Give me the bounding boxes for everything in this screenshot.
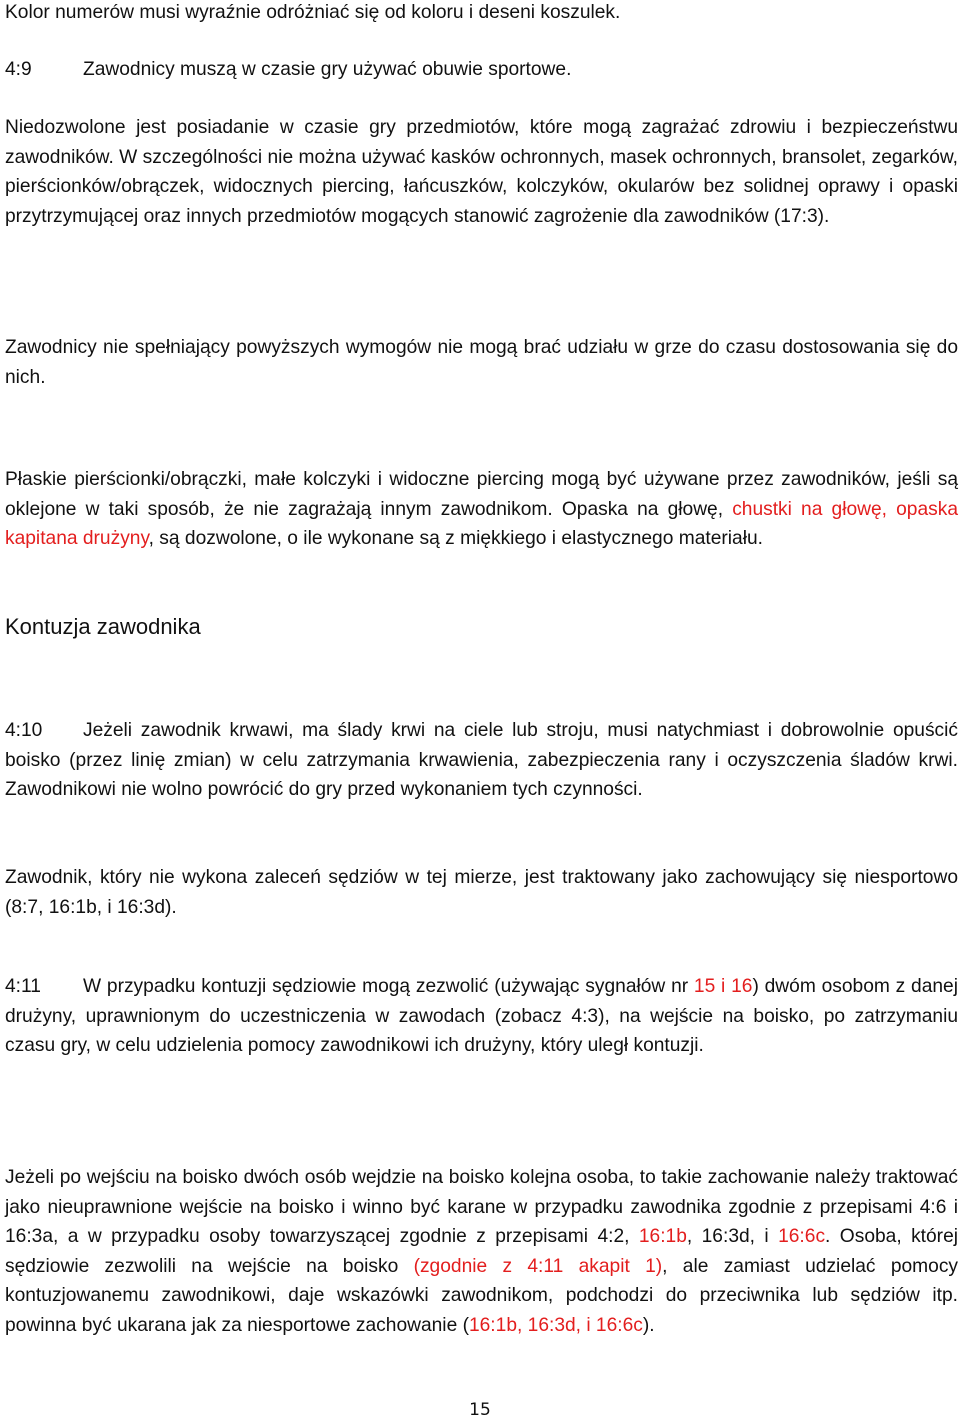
rule-4-10 xyxy=(5,716,958,805)
rule-number: 4:11 xyxy=(5,976,41,997)
paragraph-text: Jeżeli po wejściu na boisko dwóch osób wejdzie na boisko kolejna osoba, to takie zachowanie należy traktować jako nieuprawnione wejście na boisko i winno być karane w przypadku zawodnika zgodnie z przepisami 4:6 i 16:3a, a w przypadku osoby towarzyszącej zgodnie z przepisami 4:2, xyxy=(5,1167,958,1247)
paragraph-allowed-items xyxy=(5,465,958,554)
paragraph-text: , 16:3d, i xyxy=(686,1226,779,1247)
highlighted-text: 16:6c xyxy=(778,1226,826,1247)
paragraph-text: Kolor numerów musi wyraźnie odróżniać się od koloru i deseni koszulek. xyxy=(5,2,621,23)
rule-text: Zawodnicy muszą w czasie gry używać obuwie sportowe. xyxy=(83,59,572,80)
paragraph-unauthorized-entry xyxy=(5,1163,958,1340)
paragraph-non-compliance xyxy=(5,333,958,392)
paragraph-unsporting xyxy=(5,863,958,922)
paragraph-jersey-numbers xyxy=(5,0,958,28)
highlighted-text: chustki na głowę, opaska kapitana drużyny xyxy=(5,498,958,549)
paragraph-text: , są dozwolone, o ile wykonane są z miękkiego i elastycznego materiału. xyxy=(148,528,763,549)
highlighted-text: 15 i 16 xyxy=(693,976,753,997)
rule-number: 4:10 xyxy=(5,720,43,741)
highlighted-text: 16:1b, 16:3d, i 16:6c xyxy=(468,1314,643,1336)
paragraph-text: Płaskie pierścionki/obrączki, małe kolczyki i widoczne piercing mogą być używane przez zawodników, jeśli są oklejone w taki sposób, że nie zagrażają innym zawodnikom. Opaska na głowę, xyxy=(5,469,958,520)
paragraph-forbidden-items xyxy=(5,113,958,231)
rule-text: W przypadku kontuzji sędziowie mogą zezwolić (używając sygnałów nr xyxy=(83,976,694,997)
rule-text: Jeżeli zawodnik krwawi, ma ślady krwi na ciele lub stroju, musi natychmiast i dobrowolnie opuścić boisko (przez linię zmian) w celu zatrzymania krwawienia, zabezpieczenia rany i oczyszczenia śladów krwi. Zawodnikowi nie wolno powrócić do gry przed wykonaniem tych czynności. xyxy=(5,720,958,800)
rule-number: 4:9 xyxy=(5,59,32,80)
rule-text: ) dwóm osobom z danej drużyny, uprawnionym do uczestniczenia w zawodach (zobacz 4:3), na wejście na boisko, po zatrzymaniu czasu gry, w celu udzielenia pomocy zawodnikowi ich drużyny, który uległ kontuzji. xyxy=(5,976,958,1056)
section-heading: Kontuzja zawodnika xyxy=(5,614,201,639)
page-number: 15 xyxy=(469,1400,491,1420)
rule-4-11 xyxy=(5,972,958,1061)
highlighted-text: 16:1b xyxy=(638,1226,687,1247)
paragraph-text: Zawodnik, który nie wykona zaleceń sędziów w tej mierze, jest traktowany jako zachowujący się niesportowo (8:7, 16:1b, i 16:3d). xyxy=(5,867,958,918)
paragraph-text: ). xyxy=(642,1314,655,1336)
paragraph-text: Zawodnicy nie spełniający powyższych wymogów nie mogą brać udziału w grze do czasu dostosowania się do nich. xyxy=(5,337,958,388)
paragraph-text: . Osoba, której sędziowie zezwolili na wejście na boisko xyxy=(5,1226,958,1277)
highlighted-text: (zgodnie z 4:11 akapit 1) xyxy=(413,1255,663,1277)
rule-4-9 xyxy=(5,55,958,85)
paragraph-text: Niedozwolone jest posiadanie w czasie gry przedmiotów, które mogą zagrażać zdrowiu i bezpieczeństwu zawodników. W szczególności nie można używać kasków ochronnych, masek ochronnych, bransolet, zegarków, pierścionków/obrączek, widocznych piercing, łańcuszków, kolczyków, okularów bez solidnej oprawy i opaski przytrzymującej oraz innych przedmiotów mogących stanowić zagrożenie dla zawodników (17:3). xyxy=(5,117,958,227)
paragraph-text: , ale zamiast udzielać pomocy kontuzjowanemu zawodnikowi, daje wskazówki zawodnikom, podchodzi do przeciwnika lub sędziów itp. powinna być ukarana jak za niesportowe zachowanie ( xyxy=(5,1255,959,1336)
